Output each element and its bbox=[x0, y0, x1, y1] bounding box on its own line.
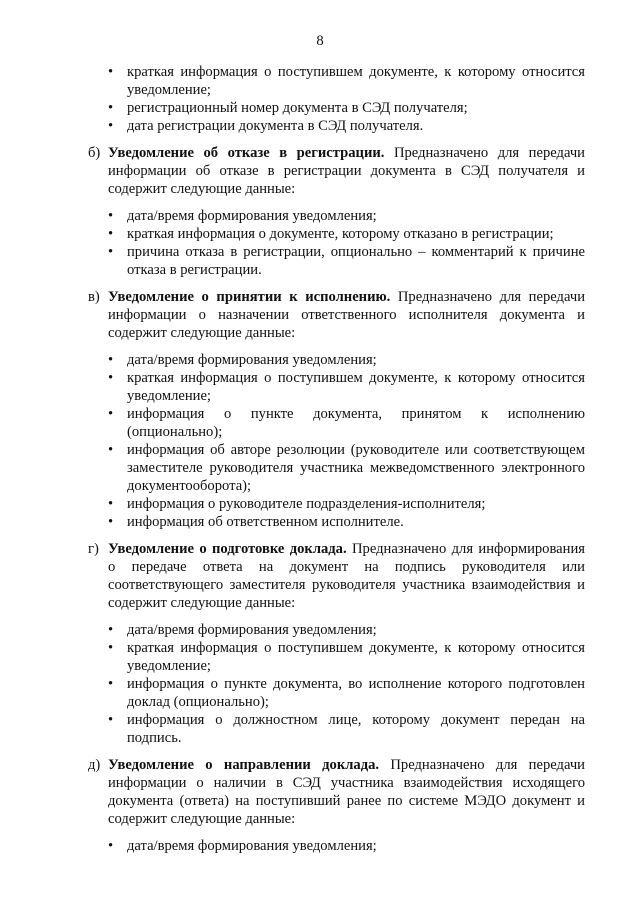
section-bullet-list bbox=[108, 837, 585, 855]
section-letter: г) bbox=[88, 541, 99, 557]
section-report-sending bbox=[88, 756, 585, 855]
top-bullet-list bbox=[88, 63, 585, 135]
bullet-icon: • bbox=[108, 838, 114, 854]
bullet-icon: • bbox=[108, 496, 114, 512]
section-report-preparation bbox=[88, 540, 585, 747]
bullet-icon: • bbox=[108, 244, 114, 260]
document-body bbox=[88, 63, 585, 855]
list-item: • информация о пункте документа, принятом к исполнению (опционально); bbox=[108, 406, 585, 440]
list-item: • информация о руководителе подразделения-исполнителя; bbox=[108, 496, 486, 512]
section-refusal bbox=[88, 144, 585, 279]
bullet-icon: • bbox=[108, 64, 114, 80]
list-item: • информация об авторе резолюции (руководителе или соответствующем заместителе руководителя участника межведомственного электронного документооборота); bbox=[108, 442, 585, 494]
section-heading: Уведомление о подготовке доклада. bbox=[108, 541, 347, 557]
bullet-icon: • bbox=[108, 442, 114, 458]
list-item: • дата/время формирования уведомления; bbox=[108, 208, 377, 224]
section-bullet-list bbox=[108, 351, 585, 531]
section-heading: Уведомление о принятии к исполнению. bbox=[108, 289, 391, 305]
section-heading: Уведомление об отказе в регистрации. bbox=[108, 145, 385, 161]
list-item: • дата регистрации документа в СЭД получателя. bbox=[108, 118, 424, 134]
bullet-icon: • bbox=[108, 640, 114, 656]
list-item: • информация об ответственном исполнителе. bbox=[108, 514, 404, 530]
bullet-icon: • bbox=[108, 514, 114, 530]
section-letter: д) bbox=[88, 757, 101, 773]
bullet-icon: • bbox=[108, 676, 114, 692]
list-item: • краткая информация о документе, которому отказано в регистрации; bbox=[108, 226, 554, 242]
bullet-icon: • bbox=[108, 352, 114, 368]
list-item: • дата/время формирования уведомления; bbox=[108, 838, 377, 854]
bullet-icon: • bbox=[108, 370, 114, 386]
section-text: Предназначено для передачи информации о назначении ответственного исполнителя документа и содержит следующие данные: bbox=[108, 289, 586, 341]
section-letter: в) bbox=[88, 289, 100, 305]
list-item: • краткая информация о поступившем документе, к которому относится уведомление; bbox=[108, 370, 585, 404]
bullet-icon: • bbox=[108, 226, 114, 242]
section-acceptance bbox=[88, 288, 585, 531]
list-item: • информация о пункте документа, во исполнение которого подготовлен доклад (опционально); bbox=[108, 676, 585, 710]
list-item: • дата/время формирования уведомления; bbox=[108, 622, 377, 638]
bullet-icon: • bbox=[108, 208, 114, 224]
section-heading: Уведомление о направлении доклада. bbox=[108, 757, 380, 773]
list-item: • краткая информация о поступившем документе, к которому относится уведомление; bbox=[108, 640, 585, 674]
bullet-icon: • bbox=[108, 406, 114, 422]
section-text: Предназначено для информирования о передаче ответа на документ на подпись руководителя или соответствующего заместителя руководителя участника взаимодействия и содержит следующие данные: bbox=[108, 541, 585, 611]
list-item: • регистрационный номер документа в СЭД получателя; bbox=[108, 100, 468, 116]
bullet-icon: • bbox=[108, 622, 114, 638]
list-item: • причина отказа в регистрации, опционально – комментарий к причине отказа в регистрации. bbox=[108, 244, 585, 278]
bullet-icon: • bbox=[108, 100, 114, 116]
page-number: 8 bbox=[316, 33, 324, 49]
bullet-icon: • bbox=[108, 712, 114, 728]
list-item: • дата/время формирования уведомления; bbox=[108, 352, 377, 368]
list-item: • краткая информация о поступившем документе, к которому относится уведомление; bbox=[108, 64, 585, 98]
section-text: Предназначено для передачи информации об отказе в регистрации документа в СЭД получателя и содержит следующие данные: bbox=[108, 145, 585, 197]
section-text: Предназначено для передачи информации о наличии в СЭД участника взаимодействия исходящего документа (ответа) на поступивший ранее по системе МЭДО документ и содержит следующие данные: bbox=[108, 757, 585, 827]
section-bullet-list bbox=[108, 207, 585, 279]
list-item: • информация о должностном лице, которому документ передан на подпись. bbox=[108, 712, 585, 746]
section-letter: б) bbox=[88, 145, 101, 161]
section-bullet-list bbox=[108, 621, 585, 747]
bullet-icon: • bbox=[108, 118, 114, 134]
